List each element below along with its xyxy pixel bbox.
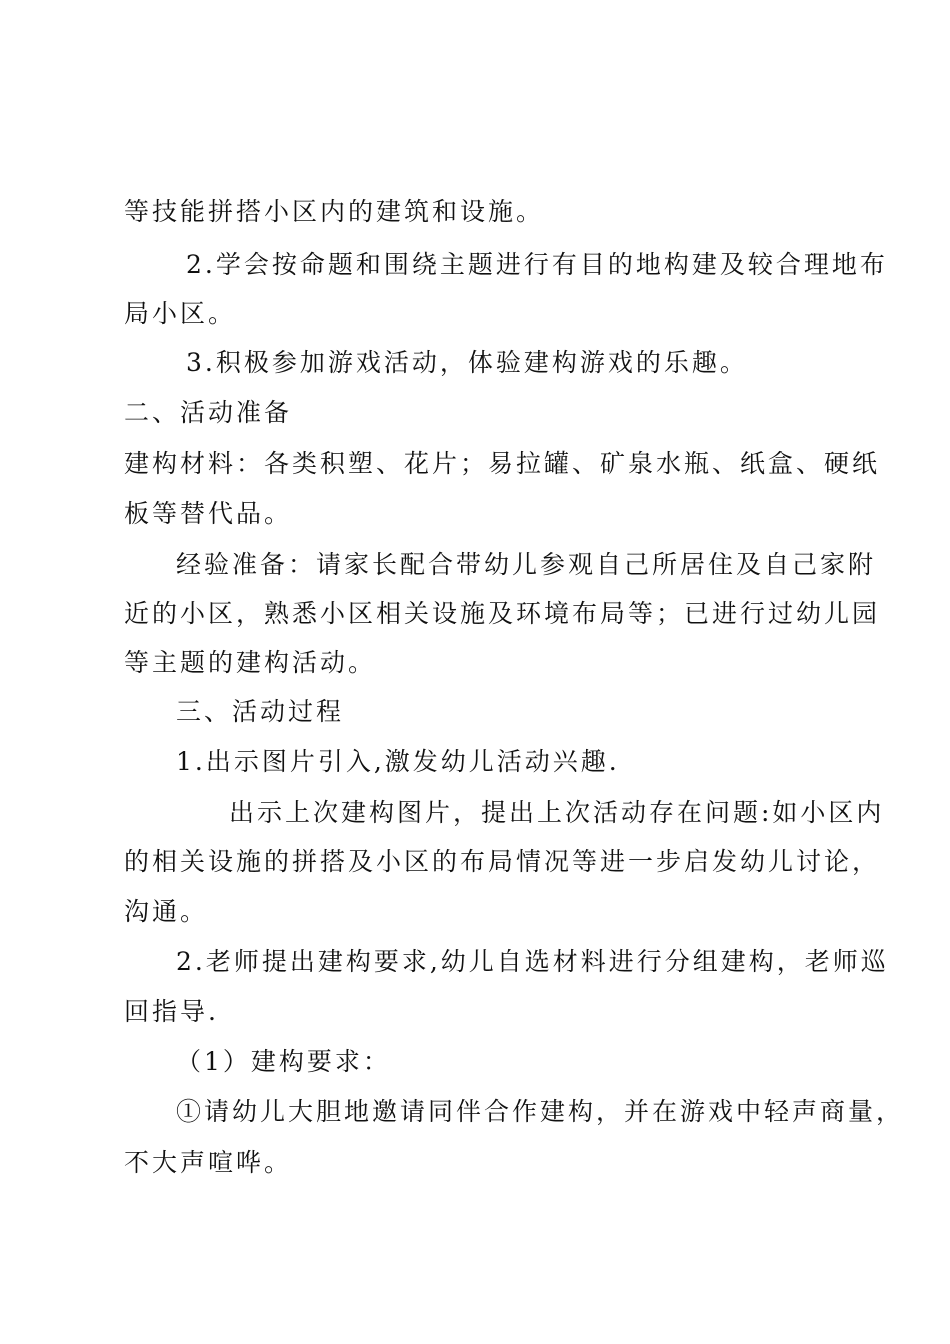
text-line-8: 经验准备：请家长配合带幼儿参观自己所居住及自己家附: [176, 550, 877, 579]
text-line-7: 板等替代品。: [124, 499, 293, 528]
text-line-20: 不大声喧哗。: [124, 1148, 293, 1177]
text-line-19: ①请幼儿大胆地邀请同伴合作建构，并在游戏中轻声商量，: [176, 1097, 905, 1126]
text-line-10: 等主题的建构活动。: [124, 648, 377, 677]
text-line-13: 出示上次建构图片，提出上次活动存在问题:如小区内: [229, 798, 885, 827]
text-line-17: 回指导.: [124, 997, 219, 1026]
section-heading-process: 三、活动过程: [176, 697, 345, 726]
text-line-16: 2.老师提出建构要求,幼儿自选材料进行分组建构，老师巡: [176, 947, 889, 976]
text-line-9: 近的小区，熟悉小区相关设施及环境布局等；已进行过幼儿园: [124, 599, 881, 628]
text-line-14: 的相关设施的拼搭及小区的布局情况等进一步启发幼儿讨论，: [124, 847, 881, 876]
text-line-12: 1.出示图片引入,激发幼儿活动兴趣.: [176, 747, 620, 776]
text-line-3: 局小区。: [124, 299, 237, 328]
text-line-2: 2.学会按命题和围绕主题进行有目的地构建及较合理地布: [186, 250, 888, 279]
text-line-1: 等技能拼搭小区内的建筑和设施。: [124, 197, 545, 226]
text-line-15: 沟通。: [124, 897, 209, 926]
text-line-6: 建构材料：各类积塑、花片；易拉罐、矿泉水瓶、纸盒、硬纸: [124, 449, 881, 478]
text-line-4: 3.积极参加游戏活动，体验建构游戏的乐趣。: [186, 348, 748, 377]
section-heading-preparation: 二、活动准备: [124, 398, 293, 427]
subheading-requirements: （1）建构要求：: [176, 1047, 391, 1076]
